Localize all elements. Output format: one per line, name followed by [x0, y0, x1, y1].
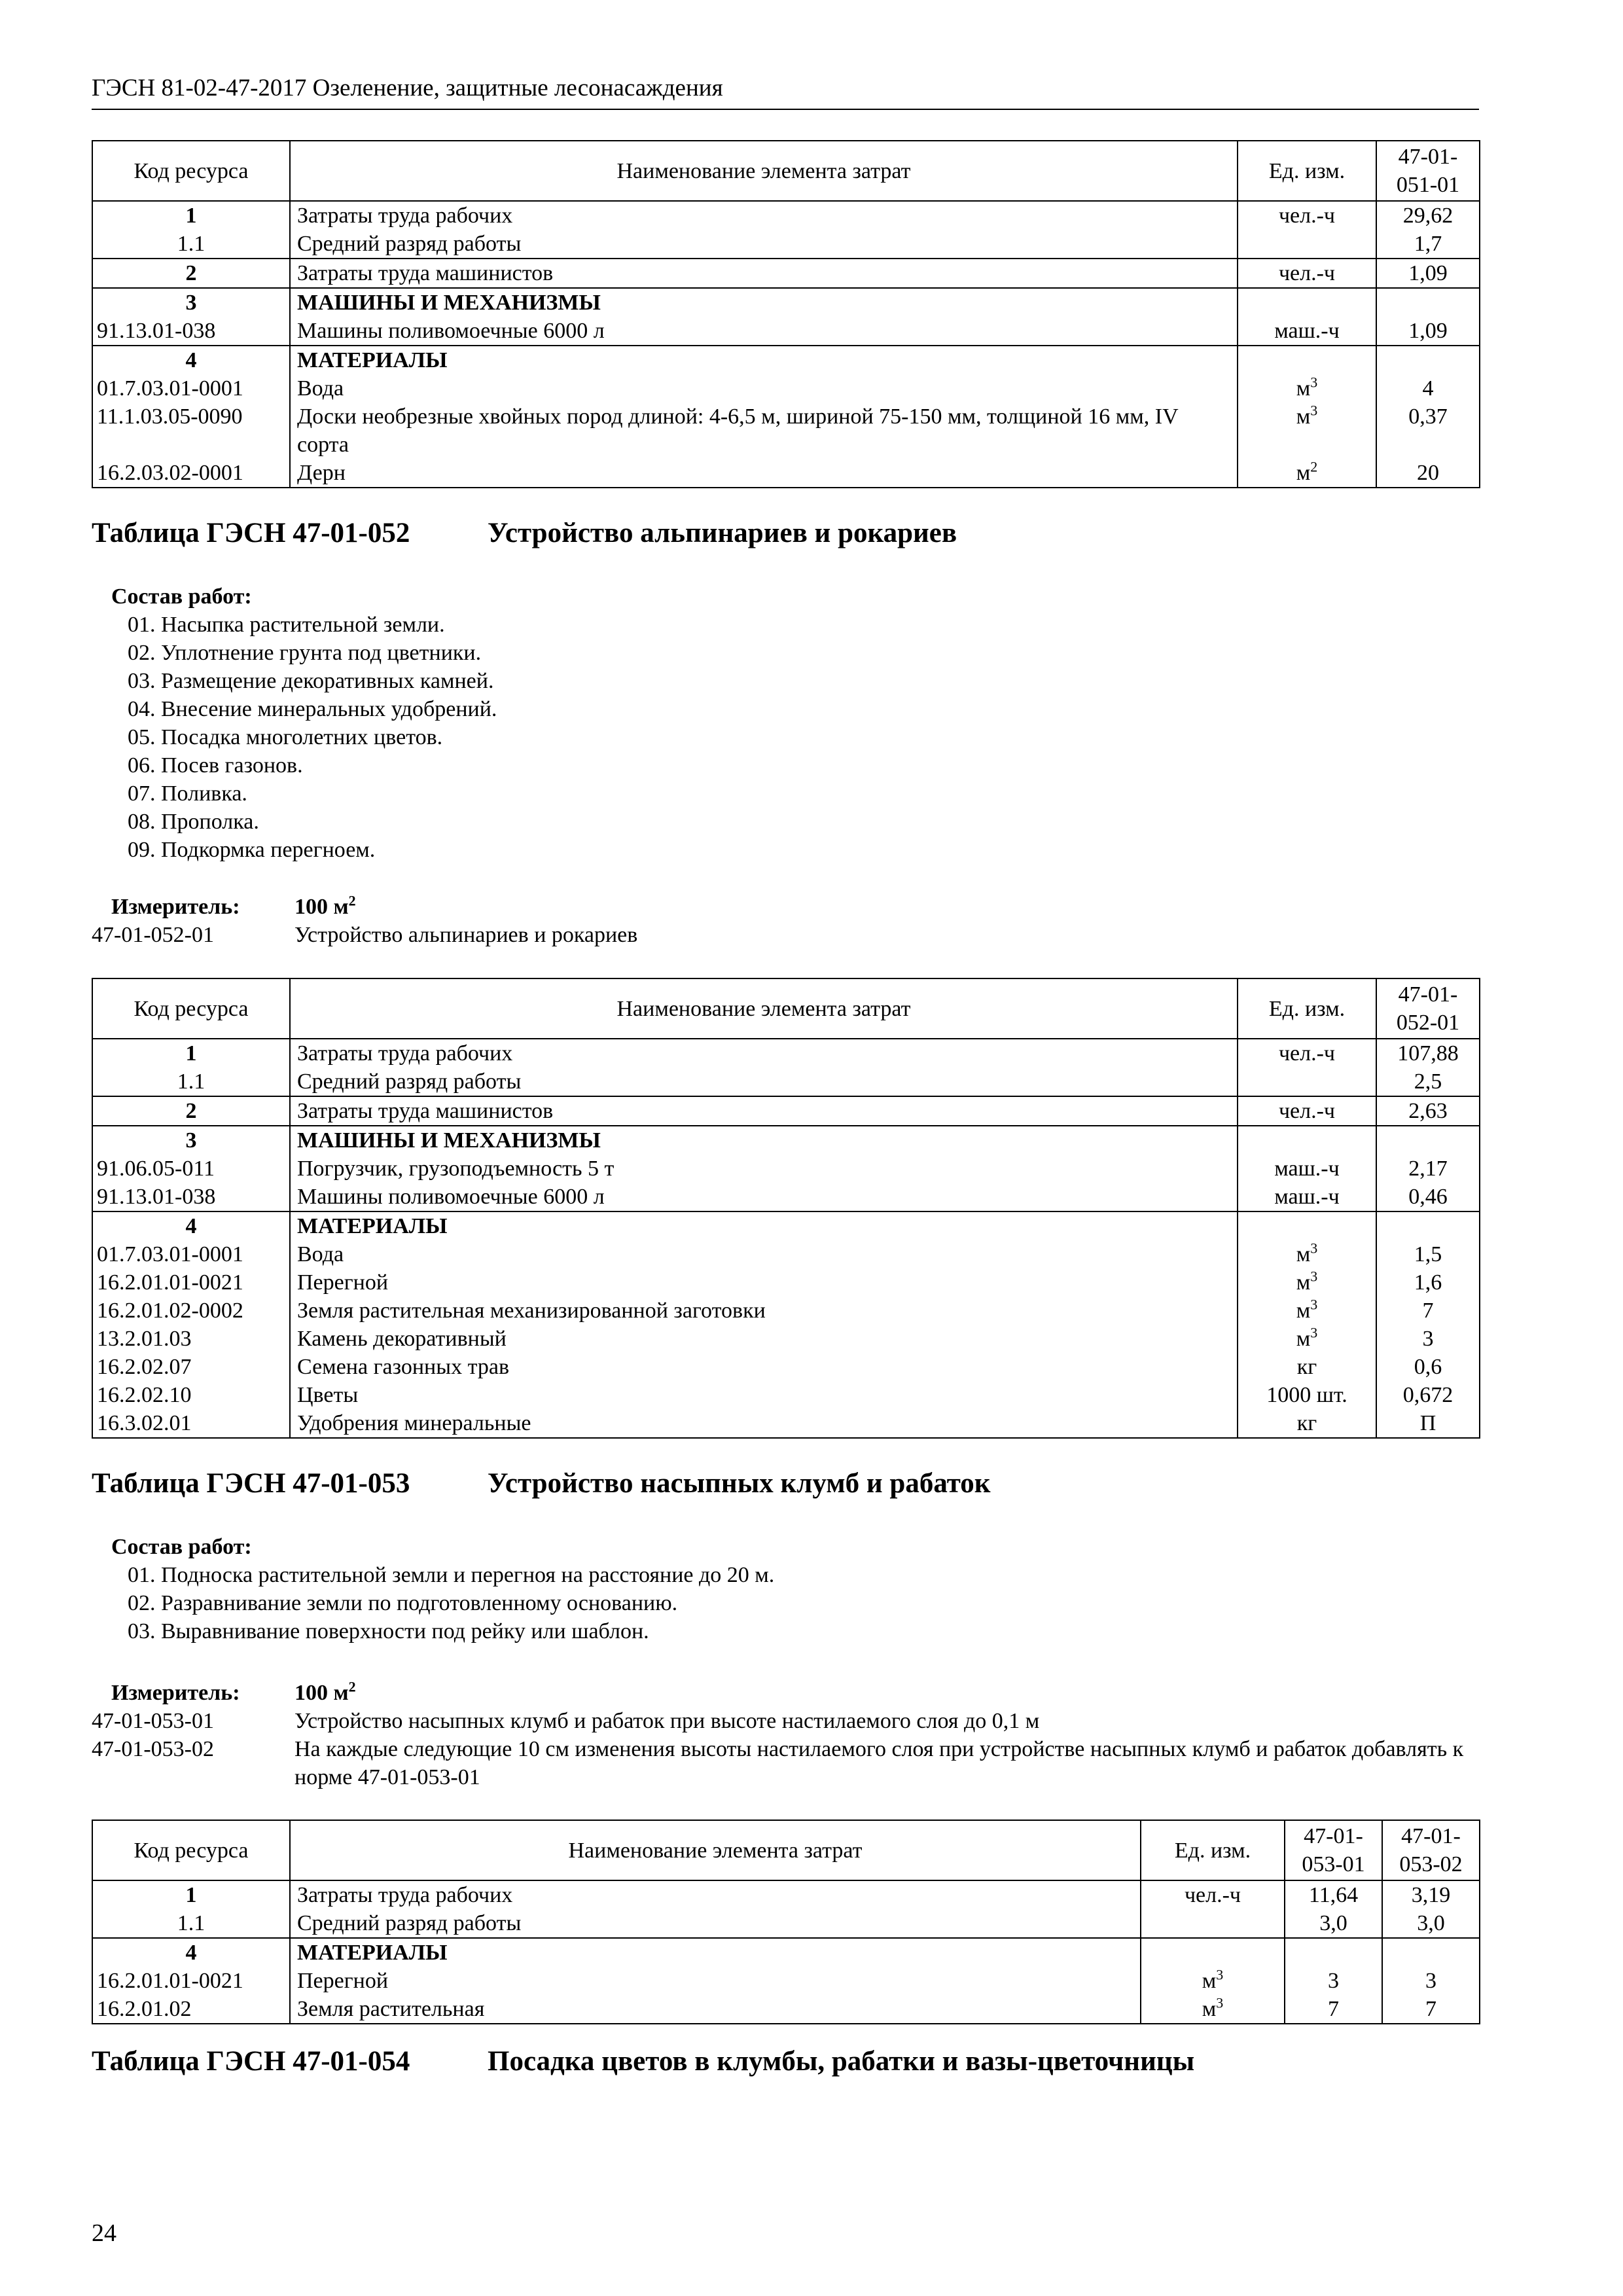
table-row: 16.2.01.01-0021 Перегной $м^3$ 3 3 [92, 1967, 1480, 1995]
col-header-code: Код ресурса [92, 1820, 290, 1880]
table-row: 16.2.01.02-0002 Земля растительная механизированной заготовки $м^3$ 7 [92, 1297, 1480, 1325]
list-item: 02. Уплотнение грунта под цветники. [128, 641, 482, 665]
col-header-norm: 47-01- 052-01 [1376, 978, 1480, 1039]
list-item: 09. Подкормка перегноем. [128, 838, 376, 862]
col-header-name: Наименование элемента затрат [290, 1820, 1141, 1880]
resource-table-051 [92, 140, 1480, 488]
norm-text: На каждые следующие 10 см изменения высоты настилаемого слоя при устройстве насыпных клумб и рабаток добавлять к норме 47-01-053-01 [294, 1737, 1464, 1789]
col-header-name: Наименование элемента затрат [290, 141, 1238, 201]
list-item: 03. Размещение декоративных камней. [128, 669, 494, 693]
table-title: Устройство насыпных клумб и рабаток [488, 1468, 991, 1499]
list-item: 03. Выравнивание поверхности под рейку или шаблон. [128, 1619, 649, 1643]
table-row: 4 МАТЕРИАЛЫ [92, 1211, 1480, 1240]
resource-table-052 [92, 978, 1480, 1439]
table-title: Устройство альпинариев и рокариев [488, 518, 957, 548]
measure-value: 100 $м^2$ [294, 892, 356, 919]
table-row: 91.13.01-038 Машины поливомоечные 6000 л маш.-ч 1,09 [92, 317, 1480, 346]
table-row: 3 МАШИНЫ И МЕХАНИЗМЫ [92, 288, 1480, 317]
table-row: 91.13.01-038 Машины поливомоечные 6000 л маш.-ч 0,46 [92, 1183, 1480, 1211]
table-row: 1.1 Средний разряд работы 3,0 3,0 [92, 1909, 1480, 1938]
table-title: Посадка цветов в клумбы, рабатки и вазы-цветочницы [488, 2046, 1195, 2077]
table-row: 2 Затраты труда машинистов чел.-ч 2,63 [92, 1096, 1480, 1126]
list-item: 01. Подноска растительной земли и перегноя на расстояние до 20 м. [128, 1563, 775, 1587]
table-row: 16.2.02.10 Цветы 1000 шт. 0,672 [92, 1381, 1480, 1409]
col-header-unit: Ед. изм. [1238, 141, 1376, 201]
col-header-code: Код ресурса [92, 978, 290, 1039]
col-header-norm-1: 47-01- 053-01 [1285, 1820, 1382, 1880]
col-header-norm-2: 47-01- 053-02 [1382, 1820, 1480, 1880]
col-header-name: Наименование элемента затрат [290, 978, 1238, 1039]
table-row: 01.7.03.01-0001 Вода $м^3$ 1,5 [92, 1240, 1480, 1268]
table-row: 16.2.01.01-0021 Перегной $м^3$ 1,6 [92, 1268, 1480, 1297]
table-row: 2 Затраты труда машинистов чел.-ч 1,09 [92, 259, 1480, 288]
table-number: Таблица ГЭСН 47-01-053 [92, 1468, 410, 1499]
table-row: 4 МАТЕРИАЛЫ [92, 1938, 1480, 1967]
table-number: Таблица ГЭСН 47-01-052 [92, 518, 410, 548]
list-item: 08. Прополка. [128, 810, 259, 834]
table-row: 4 МАТЕРИАЛЫ [92, 346, 1480, 374]
works-list-052 [111, 583, 497, 864]
table-row: 13.2.01.03 Камень декоративный $м^3$ 3 [92, 1325, 1480, 1353]
table-row: 16.2.02.07 Семена газонных трав кг 0,6 [92, 1353, 1480, 1381]
measure-label: Измеритель: [111, 895, 240, 919]
running-header: ГЭСН 81-02-47-2017 Озеленение, защитные лесонасаждения [92, 72, 1479, 110]
table-row: 16.3.02.01 Удобрения минеральные кг П [92, 1409, 1480, 1438]
col-header-unit: Ед. изм. [1238, 978, 1376, 1039]
table-row: 01.7.03.01-0001 Вода $м^3$ 4 [92, 374, 1480, 403]
list-item: 04. Внесение минеральных удобрений. [128, 697, 497, 721]
list-item: 01. Насыпка растительной земли. [128, 613, 445, 637]
works-label: Состав работ: [111, 584, 252, 609]
norm-text: Устройство альпинариев и рокариев [294, 923, 638, 947]
col-header-norm: 47-01- 051-01 [1376, 141, 1480, 201]
page-number: 24 [92, 2219, 116, 2247]
list-item: 05. Посадка многолетних цветов. [128, 725, 443, 749]
section-title-054 [92, 2045, 1194, 2077]
resource-table-053 [92, 1820, 1480, 2024]
works-label: Состав работ: [111, 1535, 252, 1559]
section-title-052 [92, 517, 957, 549]
list-item: 02. Разравнивание земли по подготовленному основанию. [128, 1591, 678, 1615]
list-item: 06. Посев газонов. [128, 753, 303, 778]
measure-block-052 [92, 893, 1479, 949]
table-row: 1 Затраты труда рабочих чел.-ч 29,62 [92, 201, 1480, 230]
table-row: 1 Затраты труда рабочих чел.-ч 107,88 [92, 1039, 1480, 1067]
table-row: 16.2.03.02-0001 Дерн $м^2$ 20 [92, 459, 1480, 488]
table-row: 11.1.03.05-0090 Доски необрезные хвойных пород длиной: 4-6,5 м, шириной 75-150 мм, толщиной 16 мм, IV сорта $м^3$ 0,37 [92, 403, 1480, 459]
table-row: 1.1 Средний разряд работы 2,5 [92, 1067, 1480, 1096]
works-list-053 [111, 1533, 774, 1645]
table-row: 1.1 Средний разряд работы 1,7 [92, 230, 1480, 259]
norm-code: 47-01-053-01 [92, 1709, 214, 1733]
norm-code: 47-01-052-01 [92, 923, 214, 947]
table-row: 91.06.05-011 Погрузчик, грузоподъемность 5 т маш.-ч 2,17 [92, 1155, 1480, 1183]
measure-block-053 [92, 1679, 1479, 1791]
measure-label: Измеритель: [111, 1681, 240, 1705]
section-title-053 [92, 1467, 991, 1499]
col-header-code: Код ресурса [92, 141, 290, 201]
norm-code: 47-01-053-02 [92, 1737, 214, 1761]
list-item: 07. Поливка. [128, 781, 247, 806]
table-row: 16.2.01.02 Земля растительная $м^3$ 7 7 [92, 1995, 1480, 2024]
col-header-unit: Ед. изм. [1141, 1820, 1285, 1880]
measure-value: 100 $м^2$ [294, 1678, 356, 1705]
norm-text: Устройство насыпных клумб и рабаток при высоте настилаемого слоя до 0,1 м [294, 1709, 1040, 1733]
table-number: Таблица ГЭСН 47-01-054 [92, 2046, 410, 2077]
table-row: 1 Затраты труда рабочих чел.-ч 11,64 3,19 [92, 1880, 1480, 1909]
table-row: 3 МАШИНЫ И МЕХАНИЗМЫ [92, 1126, 1480, 1155]
